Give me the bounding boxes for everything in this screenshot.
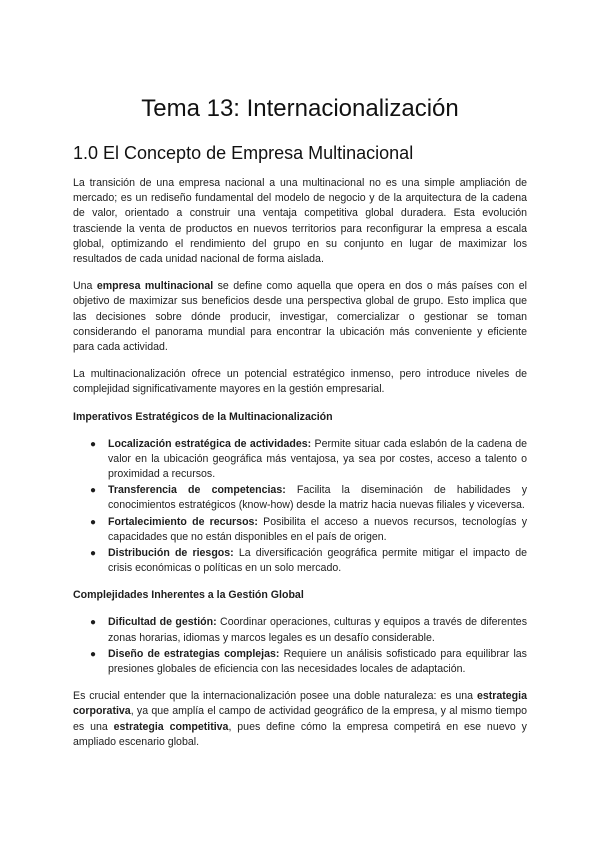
bullet-icon: ●: [90, 438, 97, 450]
definition-term: empresa multinacional: [96, 280, 214, 293]
section-heading: 1.0 El Concepto de Empresa Multinacional: [73, 143, 414, 163]
list-item-text: Facilita la diseminación de habilidades y conocimientos estratégicos (know-how) desde la matriz hacia nuevas filiales y viceversa.: [108, 484, 527, 512]
list-item-term: Transferencia de competencias:: [108, 484, 286, 497]
dual-nature-text-3: , pues define cómo la empresa competirá en ese nuevo y ampliado escenario global.: [73, 720, 527, 748]
list-item: [90, 437, 527, 483]
dual-nature-term-corporate: estrategia corporativa: [73, 690, 527, 718]
list-item-term: Distribución de riesgos:: [108, 547, 234, 560]
list-item-term: Localización estratégica de actividades:: [108, 437, 312, 450]
list-item-text: La diversificación geográfica permite mitigar el impacto de crisis económicas o políticas en un solo mercado.: [108, 547, 527, 575]
list-item: [90, 647, 527, 677]
list-item: [90, 483, 527, 513]
definition-text: se define como aquella que opera en dos o más países con el objetivo de maximizar sus beneficios desde una perspectiva global de grupo. Esto implica que las decisiones sobre dónde producir, investigar, comercializar o gestionar se toman considerando el panorama mundial para encontrar la ubicación más conveniente y eficiente para cada actividad.: [73, 280, 527, 354]
list-item-text: Posibilita el acceso a nuevos recursos, tecnologías y capacidades que no están disponibles en el país de origen.: [108, 515, 527, 543]
bullet-icon: ●: [90, 617, 97, 629]
bullet-icon: ●: [90, 516, 97, 528]
definition-prefix: Una: [73, 280, 97, 293]
list-item: [90, 615, 527, 645]
complexities-heading: Complejidades Inherentes a la Gestión Global: [73, 589, 304, 602]
bullet-icon: ●: [90, 485, 97, 497]
bullet-icon: ●: [90, 548, 97, 560]
list-item-text: Requiere un análisis sofisticado para equilibrar las presiones globales de eficiencia con las necesidades locales de adaptación.: [108, 647, 527, 676]
paragraph-definition: [73, 279, 527, 355]
list-item-text: Permite situar cada eslabón de la cadena de valor en la ubicación geográfica más ventajosa, ya sea por costes, acceso a talento o proximidad a recursos.: [108, 437, 527, 481]
list-item: [90, 515, 527, 545]
list-item-term: Diseño de estrategias complejas:: [108, 647, 280, 660]
paragraph-dual-nature: [73, 689, 527, 750]
complexities-list: [73, 615, 527, 677]
dual-nature-text-2: , ya que amplía el campo de actividad geográfico de la empresa, y al mismo tiempo es una: [73, 705, 527, 733]
list-item-text: Coordinar operaciones, culturas y equipos a través de diferentes zonas horarias, idiomas y marcos legales es un desafío considerable.: [108, 616, 527, 644]
bullet-icon: ●: [90, 648, 97, 660]
list-item-term: Fortalecimiento de recursos:: [108, 515, 258, 528]
paragraph-intro: La transición de una empresa nacional a una multinacional no es una simple ampliación de mercado; es un rediseño fundamental del modelo de negocio y de la arquitectura de la cadena de valor, orientado a construir una ventaja competitiva global duradera. Esta evolución trasciende la venta de productos en nuevos territorios para reconfigurar la empresa a escala global, optimizando el rendimiento del grupo en su conjunto en lugar de maximizar los resultados de cada unidad nacional de forma aislada.: [73, 177, 527, 266]
imperatives-list: [73, 437, 527, 577]
imperatives-heading: Imperativos Estratégicos de la Multinacionalización: [73, 410, 333, 423]
paragraph-potential: La multinacionalización ofrece un potencial estratégico inmenso, pero introduce niveles de complejidad significativamente mayores en la gestión empresarial.: [73, 368, 527, 396]
dual-nature-term-competitive: estrategia competitiva: [113, 720, 229, 733]
page-title: Tema 13: Internacionalización: [141, 95, 459, 122]
list-item: [90, 546, 527, 576]
list-item-term: Dificultad de gestión:: [108, 616, 217, 629]
dual-nature-text-1: Es crucial entender que la internacionalización posee una doble naturaleza: es una: [73, 690, 477, 703]
